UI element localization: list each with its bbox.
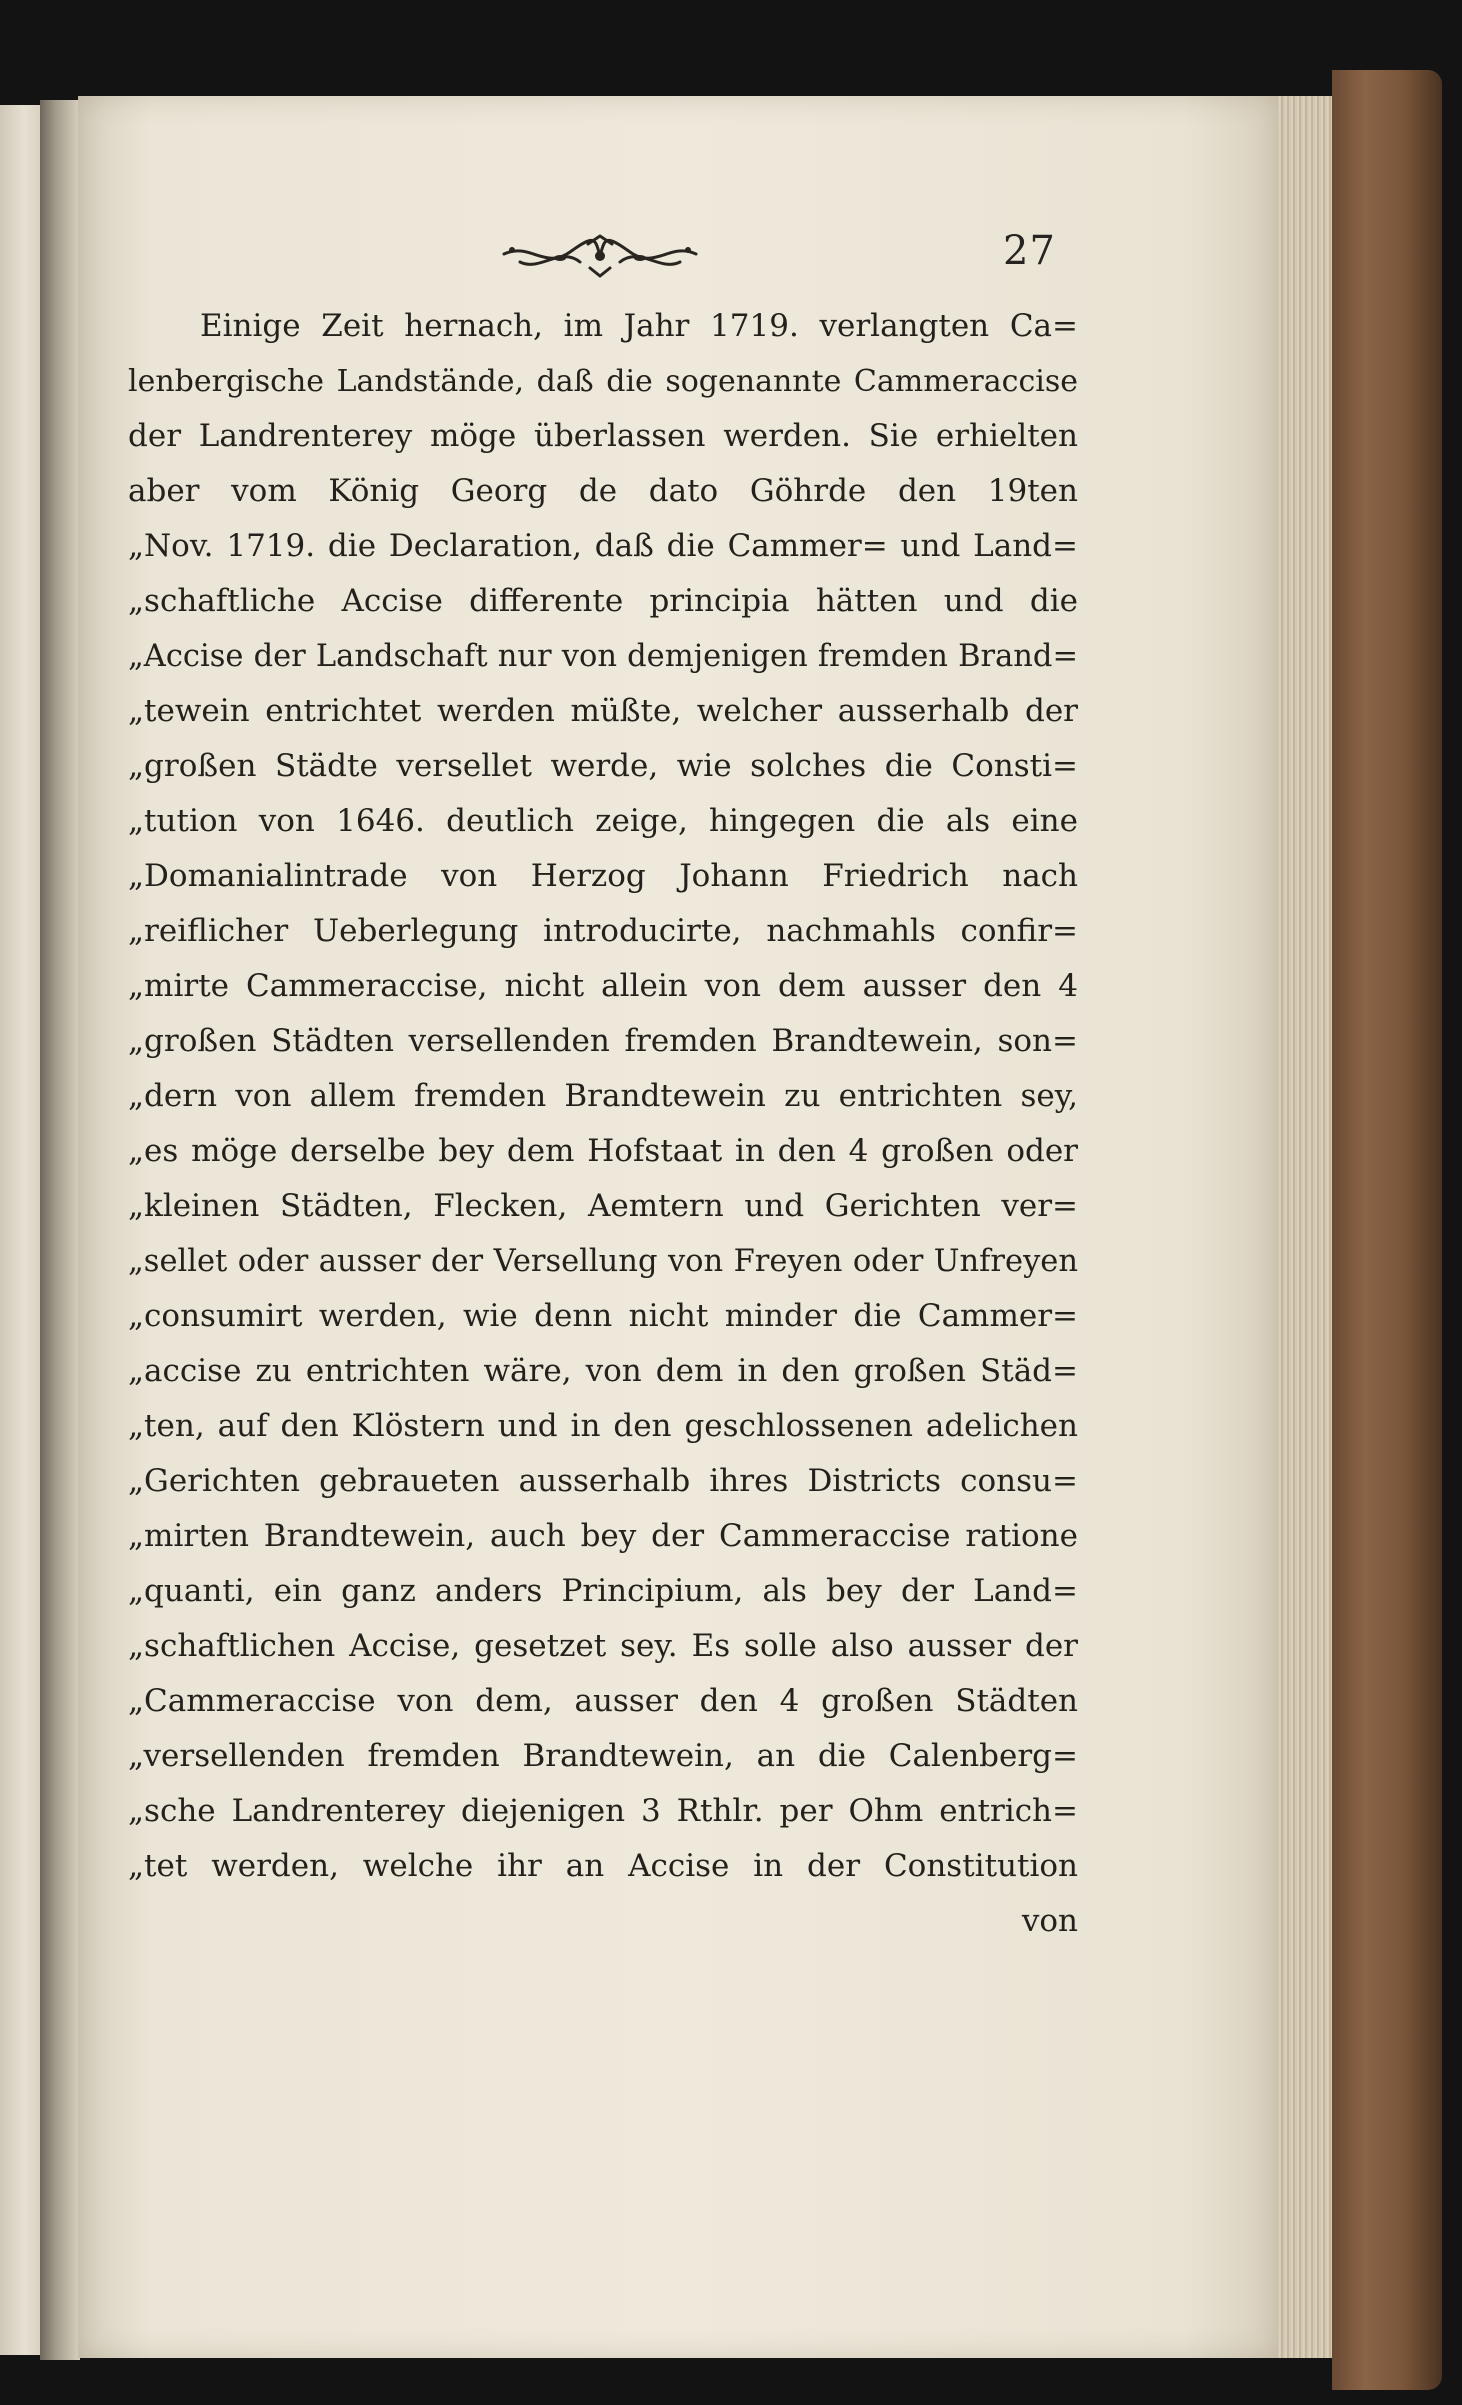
text-line: „schaftliche Accise differente principia hätten und die [128,583,1078,619]
text-line: „Cammeraccise von dem, ausser den 4 großen Städten [128,1683,1078,1719]
text-line: „reiflicher Ueberlegung introducirte, nachmahls confir= [128,913,1078,949]
text-line: „tewein entrichtet werden müßte, welcher ausserhalb der [128,693,1078,729]
text-line: „Nov. 1719. die Declaration, daß die Cammer= und Land= [128,528,1078,564]
text-line: „consumirt werden, wie denn nicht minder die Cammer= [128,1298,1078,1334]
text-line: „quanti, ein ganz anders Principium, als bey der Land= [128,1573,1078,1609]
text-line: „Gerichten gebraueten ausserhalb ihres Districts consu= [128,1463,1078,1499]
decorative-flourish-icon [500,232,700,282]
page-number: 27 [1003,228,1056,274]
page-block-edges [1278,96,1332,2358]
text-line: „großen Städten versellenden fremden Brandtewein, son= [128,1023,1078,1059]
text-line: „sche Landrenterey diejenigen 3 Rthlr. per Ohm entrich= [128,1793,1078,1829]
text-line: „kleinen Städten, Flecken, Aemtern und Gerichten ver= [128,1188,1078,1224]
text-line: „ten, auf den Klöstern und in den geschlossenen adelichen [128,1408,1078,1444]
text-line: „tution von 1646. deutlich zeige, hingegen die als eine [128,803,1078,839]
text-line: „sellet oder ausser der Versellung von Freyen oder Unfreyen [128,1244,1078,1279]
text-line: „Domanialintrade von Herzog Johann Friedrich nach [128,858,1078,894]
book-gutter [40,100,80,2360]
catchword: von [1021,1903,1078,1939]
text-line: „mirten Brandtewein, auch bey der Cammeraccise ratione [128,1518,1078,1554]
text-line: „dern von allem fremden Brandtewein zu entrichten sey, [128,1078,1078,1114]
text-line: „tet werden, welche ihr an Accise in der Constitution [128,1848,1078,1884]
text-line: lenbergische Landstände, daß die sogenannte Cammeraccise [128,364,1078,399]
body-text [128,299,1078,1949]
text-line: „versellenden fremden Brandtewein, an die Calenberg= [128,1738,1078,1774]
text-line: „accise zu entrichten wäre, von dem in den großen Städ= [128,1353,1078,1389]
text-line: der Landrenterey möge überlassen werden. Sie erhielten [128,418,1078,454]
facing-page-edge [0,105,40,2355]
text-line: „Accise der Landschaft nur von demjenigen fremden Brand= [128,639,1078,674]
book-cover [1332,70,1442,2390]
text-line: aber vom König Georg de dato Göhrde den 19ten [128,473,1078,509]
text-line: „es möge derselbe bey dem Hofstaat in den 4 großen oder [128,1133,1078,1169]
text-line: „mirte Cammeraccise, nicht allein von dem ausser den 4 [128,968,1078,1004]
text-line: „großen Städte versellet werde, wie solches die Consti= [128,748,1078,784]
text-line: „schaftlichen Accise, gesetzet sey. Es solle also ausser der [128,1628,1078,1664]
text-line: Einige Zeit hernach, im Jahr 1719. verlangten Ca= [200,308,1078,344]
